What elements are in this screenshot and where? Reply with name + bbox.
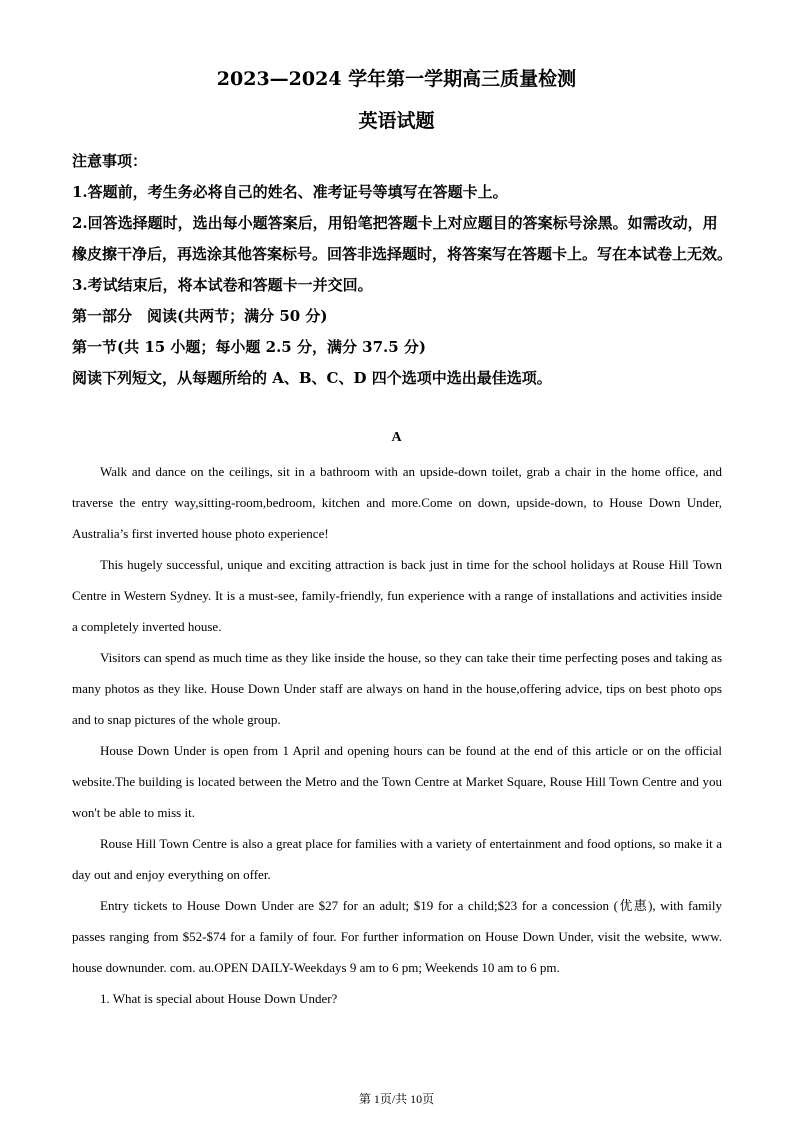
instruction: 阅读下列短文，从每题所给的 A、B、C、D 四个选项中选出最佳选项。 [72, 369, 552, 387]
passage-text [72, 456, 722, 1014]
exam-title: 2023—2024 学年第一学期高三质量检测 [216, 68, 577, 90]
paragraph: Visitors can spend as much time as they like inside the house, so they can take their time perfecting poses and taking as many photos as they like. House Down Under staff are always on hand in the house,offering advice, tips on best photo ops and to snap pictures of the whole group. [72, 650, 722, 727]
paragraph: Rouse Hill Town Centre is also a great place for families with a variety of entertainment and food options, so make it a day out and enjoy everything on offer. [72, 836, 722, 882]
notice-item-3: 3.考试结束后，将本试卷和答题卡一并交回。 [72, 276, 373, 294]
notice-item-2: 2.回答选择题时，选出每小题答案后，用铅笔把答题卡上对应题目的答案标号涂黑。如需改动，用橡皮擦干净后，再选涂其他答案标号。回答非选择题时，将答案写在答题卡上。写在本试卷上无效。 [72, 214, 733, 263]
question-1: 1. What is special about House Down Under? [100, 991, 338, 1006]
part-heading: 第一部分 阅读(共两节；满分 50 分) [72, 307, 328, 325]
paragraph: House Down Under is open from 1 April and opening hours can be found at the end of this article or on the official website.The building is located between the Metro and the Town Centre at Market Square, Rouse Hill Town Centre and you won't be able to miss it. [72, 743, 722, 820]
notice-heading: 注意事项： [72, 152, 148, 170]
page-number: 第 1页/共 10页 [358, 1092, 435, 1106]
notice-body [72, 177, 732, 394]
paragraph: Walk and dance on the ceilings, sit in a bathroom with an upside-down toilet, grab a chair in the home office, and traverse the entry way,sitting-room,bedroom, kitchen and more.Come on down, upside-down, to House Down Under, Australia’s first inverted house photo experience! [72, 464, 722, 541]
section-heading: 第一节(共 15 小题；每小题 2.5 分，满分 37.5 分) [72, 338, 427, 356]
notice-item-1: 1.答题前，考生务必将自己的姓名、准考证号等填写在答题卡上。 [72, 183, 508, 201]
passage-label: A [391, 430, 402, 445]
paragraph: This hugely successful, unique and exciting attraction is back just in time for the school holidays at Rouse Hill Town Centre in Western Sydney. It is a must-see, family-friendly, fun experience with a range of installations and activities inside a completely inverted house. [72, 557, 722, 634]
paragraph: Entry tickets to House Down Under are $27 for an adult; $19 for a child;$23 for a concession (优惠), with family passes ranging from $52-$74 for a family of four. For further information on House Down Under, visit the website, www. house downunder. com. au.OPEN DAILY-Weekdays 9 am to 6 pm; Weekends 10 am to 6 pm. [72, 898, 722, 975]
exam-subtitle: 英语试题 [358, 110, 435, 132]
